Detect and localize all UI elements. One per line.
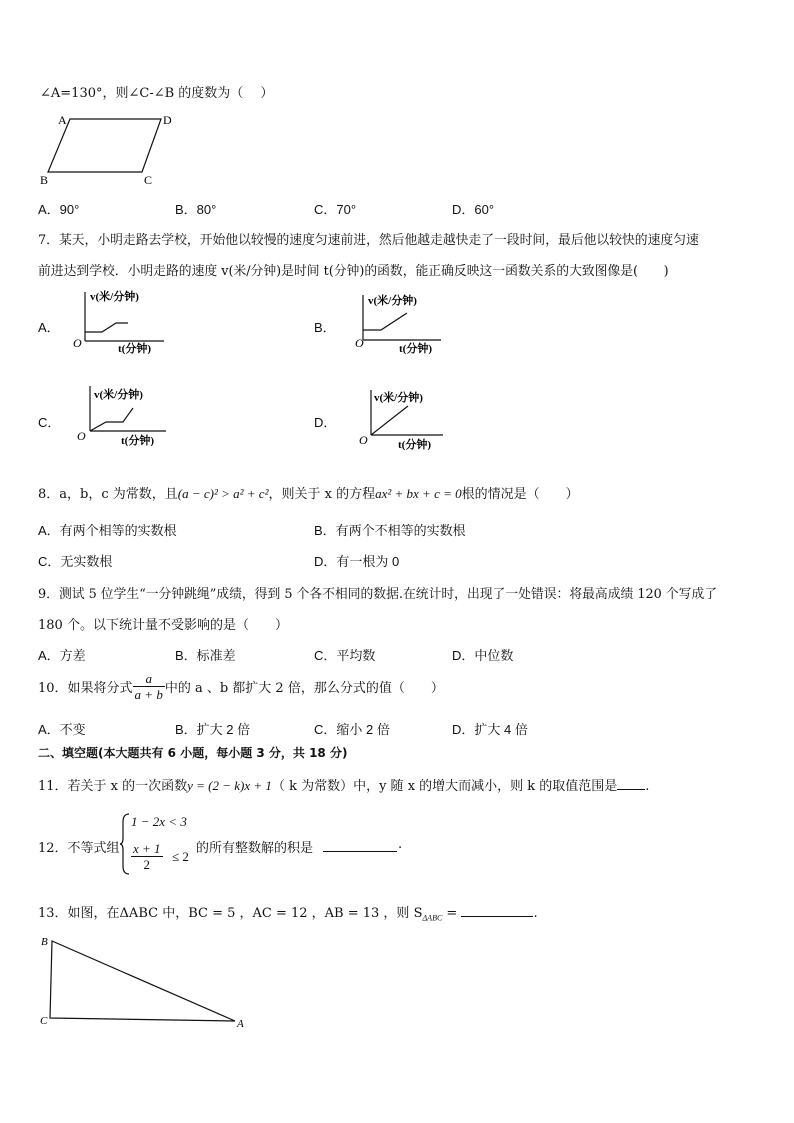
- triangle-vertex-a: A: [237, 1018, 244, 1030]
- q7-graph-c[interactable]: [72, 382, 167, 450]
- q10-stem: [38, 671, 444, 702]
- q10-option-b[interactable]: B．扩大 2 倍: [175, 722, 251, 737]
- vertex-label-c: C: [144, 173, 153, 187]
- q10-option-d[interactable]: D．扩大 4 倍: [452, 722, 528, 737]
- q13-equals: =: [442, 906, 462, 921]
- graph-a-origin: O: [73, 336, 82, 350]
- q7-option-b[interactable]: B．: [314, 320, 336, 335]
- right-triangle-figure: [36, 930, 256, 1034]
- q6-stem: ∠A=130°，则∠C-∠B 的度数为（ ）: [40, 86, 274, 101]
- q12-answer-blank[interactable]: [323, 839, 397, 852]
- q7-graph-a[interactable]: [68, 288, 168, 356]
- q12-inequality-2-relation: ≤ 2: [172, 849, 189, 864]
- q6-option-c[interactable]: C．70°: [314, 202, 357, 217]
- q9-line-1: 9．测试 5 位学生“一分钟跳绳”成绩，得到 5 个各不相同的数据.在统计时，出现了一处错误：将最高成绩 120 个写成了: [38, 587, 718, 602]
- q13-stem-text: 13．如图，在ΔABC 中，BC = 5 ，AC = 12 ，AB = 13 ，则 S: [38, 906, 423, 921]
- q11-suffix: （ k 为常数）中，y 随 x 的增大而减小，则 k 的取值范围是: [271, 779, 618, 794]
- graph-c-ylabel: v(米/分钟): [94, 389, 143, 401]
- q12-fraction-denominator: 2: [143, 857, 151, 872]
- q8-option-d[interactable]: D．有一根为 0: [314, 554, 400, 569]
- triangle-vertex-b: B: [41, 936, 48, 948]
- section-2-title: 二、填空题(本大题共有 6 小题，每小题 3 分，共 18 分): [38, 746, 348, 760]
- q10-fraction-numerator: a: [133, 671, 165, 687]
- q11-stem: [38, 775, 649, 794]
- q10-option-c[interactable]: C．缩小 2 倍: [314, 722, 390, 737]
- graph-a-ylabel: v(米/分钟): [90, 291, 139, 303]
- graph-b-ylabel: v(米/分钟): [368, 295, 417, 307]
- q8-option-b[interactable]: B．有两个不相等的实数根: [314, 523, 466, 538]
- vertex-label-b: B: [40, 173, 49, 187]
- q9-option-a[interactable]: A．方差: [38, 648, 86, 663]
- q8-option-c[interactable]: C．无实数根: [38, 554, 113, 569]
- vertex-label-a: A: [58, 113, 67, 127]
- q7-option-a[interactable]: A．: [38, 320, 60, 335]
- q13-subscript: ΔABC: [422, 913, 443, 923]
- q7-line-1: 7．某天，小明走路去学校，开始他以较慢的速度匀速前进，然后他越走越快走了一段时间，最后他以较快的速度匀速: [38, 233, 699, 248]
- q13-answer-blank[interactable]: [461, 904, 533, 917]
- q7-line-2: 前进达到学校．小明走路的速度 v(米/分钟)是时间 t(分钟)的函数，能正确反映这一函数关系的大致图像是( ): [38, 264, 669, 279]
- graph-c-xlabel: t(分钟): [121, 435, 154, 447]
- q8-stem: [38, 483, 579, 502]
- q12-end: .: [398, 837, 403, 852]
- q8-equation: ax² + bx + c = 0: [375, 486, 462, 501]
- q10-suffix: 中的 a 、b 都扩大 2 倍，那么分式的值（ ）: [164, 681, 444, 696]
- parallelogram-figure: [34, 110, 184, 190]
- q12-suffix: 的所有整数解的积是: [196, 841, 314, 856]
- q12-brace: [120, 812, 130, 876]
- vertex-label-d: D: [163, 113, 172, 127]
- graph-b-origin: O: [355, 336, 364, 350]
- q10-fraction: [133, 671, 165, 702]
- q11-end: .: [645, 779, 650, 794]
- q6-option-d[interactable]: D．60°: [452, 202, 495, 217]
- q7-graph-b[interactable]: [352, 290, 442, 356]
- q8-stem-prefix: 8．a，b，c 为常数，且: [38, 487, 178, 502]
- q7-graph-d[interactable]: [354, 384, 444, 452]
- q10-prefix: 10．如果将分式: [38, 681, 133, 696]
- q13-stem: [38, 902, 538, 923]
- q6-option-a[interactable]: A．90°: [38, 202, 80, 217]
- q9-line-2: 180 个。以下统计量不受影响的是（ ）: [38, 618, 288, 633]
- q9-option-d[interactable]: D．中位数: [452, 648, 514, 663]
- q7-option-d[interactable]: D．: [314, 415, 337, 430]
- q12-inequality-2-fraction: [131, 841, 163, 872]
- q9-option-b[interactable]: B．标准差: [175, 648, 236, 663]
- q13-end: .: [533, 906, 538, 921]
- q8-option-a[interactable]: A．有两个相等的实数根: [38, 523, 177, 538]
- graph-d-origin: O: [359, 433, 368, 447]
- q8-stem-suffix: 根的情况是（ ）: [461, 487, 579, 502]
- graph-d-ylabel: v(米/分钟): [374, 392, 423, 404]
- graph-c-origin: O: [77, 429, 86, 443]
- q12-fraction-numerator: x + 1: [133, 841, 161, 856]
- graph-d-xlabel: t(分钟): [398, 439, 431, 451]
- q10-fraction-denominator: a + b: [134, 687, 163, 702]
- q6-option-b[interactable]: B．80°: [175, 202, 217, 217]
- q11-answer-blank[interactable]: [617, 777, 645, 790]
- triangle-vertex-c: C: [40, 1015, 48, 1027]
- q12-prefix: 12．不等式组: [38, 841, 120, 856]
- q9-option-c[interactable]: C．平均数: [314, 648, 376, 663]
- q8-inequality: (a − c)² > a² + c²: [177, 486, 269, 501]
- q11-prefix: 11．若关于 x 的一次函数: [38, 779, 188, 794]
- q10-option-a[interactable]: A．不变: [38, 722, 86, 737]
- q8-stem-mid: ，则关于 x 的方程: [268, 487, 376, 502]
- q7-option-c[interactable]: C．: [38, 415, 61, 430]
- q12-inequality-1: 1 − 2x < 3: [131, 814, 187, 829]
- q11-function: y = (2 − k)x + 1: [187, 778, 272, 793]
- graph-b-xlabel: t(分钟): [399, 343, 432, 355]
- graph-a-xlabel: t(分钟): [118, 343, 151, 355]
